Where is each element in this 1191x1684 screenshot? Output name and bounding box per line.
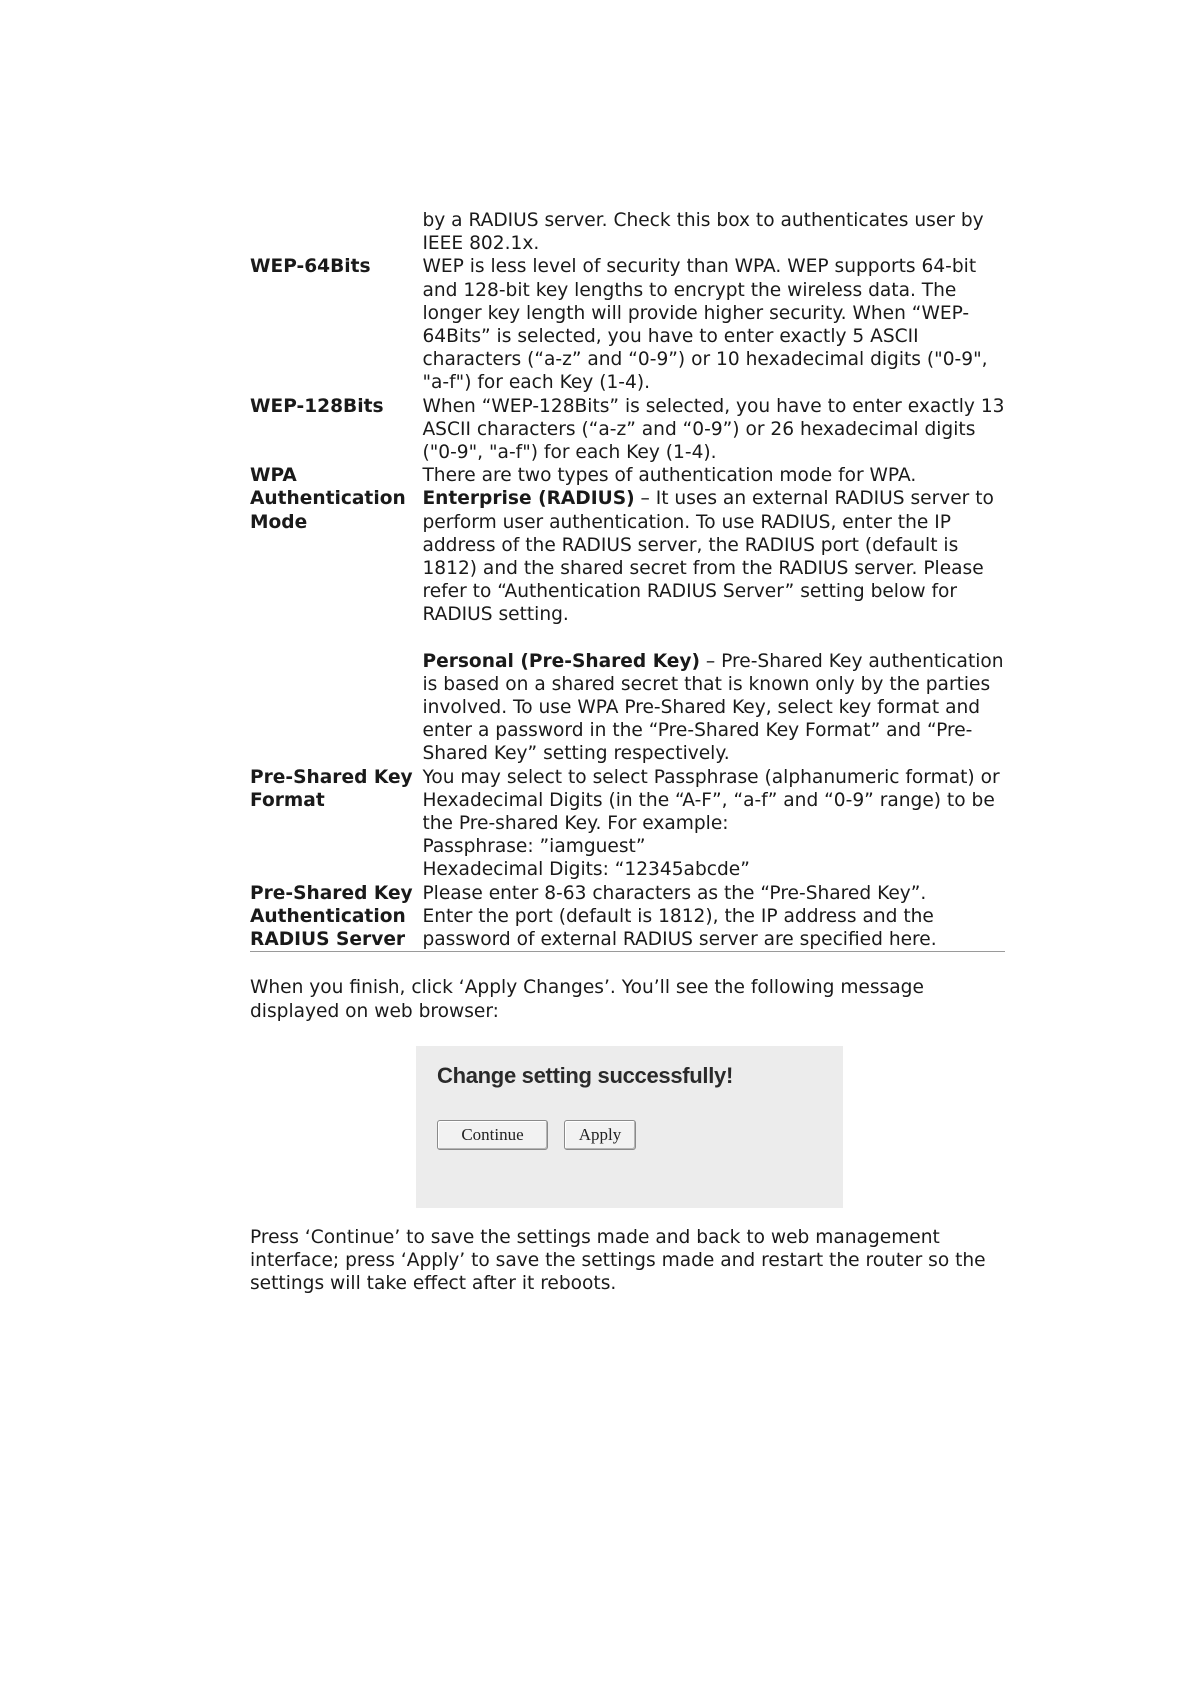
wep128-term: WEP-128Bits — [250, 395, 384, 417]
psk-format-term-line: Format — [250, 789, 325, 811]
enterprise-label: Enterprise (RADIUS) — [422, 488, 635, 510]
wpa-mode-term-line: Authentication — [250, 488, 406, 510]
personal-paragraph — [422, 650, 1005, 766]
hex-example: Hexadecimal Digits: “12345abcde” — [422, 859, 750, 881]
radius-continuation-description: by a RADIUS server. Check this box to authenticates user by IEEE 802.1x. — [422, 210, 984, 255]
personal-label: Personal (Pre-Shared Key) — [422, 650, 701, 672]
screenshot-wrapper — [250, 1046, 1005, 1226]
auth-radius-term-line: RADIUS Server — [250, 929, 406, 951]
term-cell — [250, 209, 422, 255]
psk-format-text: You may select to select Passphrase (alphanumeric format) or Hexadecimal Digits (in the “A-F”, “a-f” and “0-9” range) to be the Pre-shared Key. For example: — [422, 766, 1000, 835]
personal-text: – Pre-Shared Key authentication is based on a shared secret that is known only by the parties involved. To use WPA Pre-Shared Key, select key format and enter a password in the “Pre-Shared Key Format” and “Pre-Shared Key” setting respectively. — [422, 650, 1004, 765]
wep64-term: WEP-64Bits — [250, 256, 371, 278]
auth-radius-description: Enter the port (default is 1812), the IP address and the password of external RADIUS server are specified here. — [422, 905, 937, 951]
continue-button[interactable]: Continue — [437, 1120, 548, 1150]
psk-format-term-line: Pre-Shared Key — [250, 766, 413, 788]
table-row — [250, 255, 1005, 394]
table-row — [250, 464, 1005, 765]
psk-term: Pre-Shared Key — [250, 882, 413, 904]
wep128-description: When “WEP-128Bits” is selected, you have to enter exactly 13 ASCII characters (“a-z” and “0-9”) or 26 hexadecimal digits ("0-9", "a-f") for each Key (1-4). — [422, 395, 1005, 464]
auth-radius-term-line: Authentication — [250, 905, 406, 927]
wpa-mode-description — [422, 464, 1005, 765]
paragraph-gap — [422, 627, 1005, 650]
success-message: Change setting successfully! — [437, 1062, 734, 1088]
auth-radius-term — [250, 905, 422, 952]
table-row — [250, 209, 1005, 255]
psk-format-description — [422, 766, 1005, 882]
enterprise-text: – It uses an external RADIUS server to perform user authentication. To use RADIUS, enter the IP address of the RADIUS server, the RADIUS port (default is 1812) and the shared secret from the RADIUS server. Please refer to “Authentication RADIUS Server” setting below for RADIUS setting. — [422, 488, 994, 626]
wpa-mode-term-line: Mode — [250, 511, 308, 533]
continue-apply-paragraph: Press ‘Continue’ to save the settings made and back to web management interface; press ‘Apply’ to save the settings made and restart the router so the settings will take effect after it reboots. — [250, 1226, 986, 1295]
settings-definition-table — [250, 209, 1005, 952]
wpa-mode-term — [250, 464, 422, 765]
wpa-mode-term-line: WPA — [250, 465, 297, 487]
psk-description: Please enter 8-63 characters as the “Pre-Shared Key”. — [422, 882, 927, 904]
table-row — [250, 766, 1005, 882]
wpa-mode-intro: There are two types of authentication mode for WPA. — [422, 465, 917, 487]
table-row — [250, 395, 1005, 465]
instruction-paragraph: When you finish, click ‘Apply Changes’. You’ll see the following message displayed on web browser: — [250, 977, 924, 1022]
table-row — [250, 905, 1005, 952]
psk-format-term — [250, 766, 422, 882]
apply-button[interactable]: Apply — [564, 1120, 636, 1150]
manual-page — [250, 209, 1005, 1314]
wep64-description: WEP is less level of security than WPA. WEP supports 64-bit and 128-bit key lengths to encrypt the wireless data. The longer key length will provide higher security. When “WEP-64Bits” is selected, you have to enter exactly 5 ASCII characters (“a-z” and “0-9”) or 10 hexadecimal digits ("0-9", "a-f") for each Key (1-4). — [422, 256, 988, 394]
success-dialog-screenshot — [416, 1046, 843, 1208]
enterprise-paragraph — [422, 487, 1005, 626]
table-row — [250, 882, 1005, 905]
passphrase-example: Passphrase: ”iamguest” — [422, 836, 646, 858]
